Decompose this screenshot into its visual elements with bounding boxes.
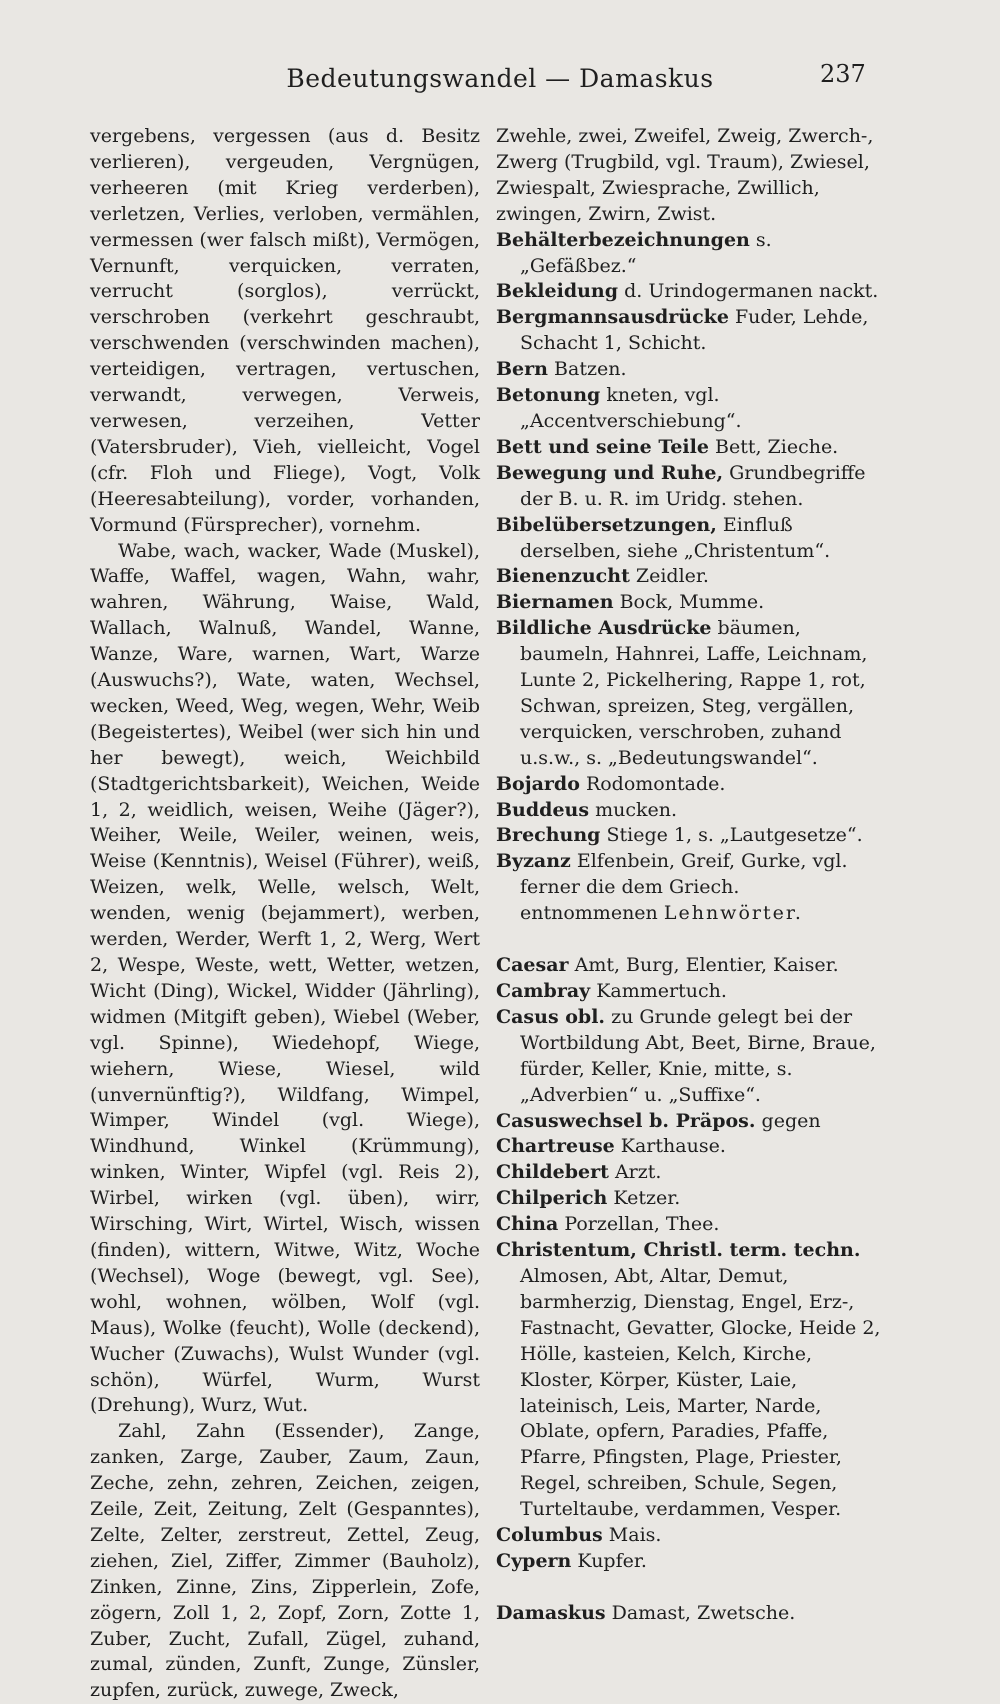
paragraph-v: vergebens, vergessen (aus d. Besitz verlieren), vergeuden, Vergnügen, verheeren (mit Krieg verderben), verletzen, Verlies, verloben, vermählen, vermessen (wer falsch mißt), Vermögen, Vernunft, verquicken, verraten, verrucht (sorglos), verrückt, verschroben (verkehrt geschraubt, verschwenden (verschwinden machen), verteidigen, vertragen, vertuschen, verwandt, verwegen, Verweis, verwesen, verzeihen, Vetter (Vatersbruder), Vieh, vielleicht, Vogel (cfr. Floh und Fliege), Vogt, Volk (Heeresabteilung), vorder, vorhanden, Vormund (Fürsprecher), vornehm. xyxy=(90,125,480,536)
index-entry xyxy=(496,953,882,979)
entry-text: Zeidler. xyxy=(635,565,709,588)
entry-head: Christentum, Christl. term. techn. xyxy=(496,1239,861,1262)
entry-head: Chilperich xyxy=(496,1187,608,1210)
index-entry xyxy=(496,823,882,849)
index-entry xyxy=(496,1005,882,1109)
entry-head: Bett und seine Teile xyxy=(496,435,709,458)
index-entry xyxy=(496,1109,882,1135)
entry-text: Karthause. xyxy=(620,1135,726,1158)
index-entry xyxy=(496,1134,882,1160)
entry-head: Bojardo xyxy=(496,772,580,795)
entry-head: China xyxy=(496,1213,559,1236)
entry-text: kneten, vgl. „Accentverschiebung“. xyxy=(520,384,742,432)
index-entry xyxy=(496,1523,882,1549)
entry-head: Casuswechsel b. Präpos. xyxy=(496,1109,756,1132)
paragraph-w: Wabe, wach, wacker, Wade (Muskel), Waffe, Waffel, wagen, Wahn, wahr, wahren, Währung, Waise, Wald, Wallach, Walnuß, Wandel, Wanne, Wanze, Ware, warnen, Wart, Warze (Auswuchs?), Wate, waten, Wechsel, wecken, Weed, Weg, wegen, Wehr, Weib (Begeistertes), Weibel (wer sich hin und her bewegt), weich, Weichbild (Stadtgerichtsbarkeit), Weichen, Weide 1, 2, weidlich, weisen, Weihe (Jäger?), Weiher, Weile, Weiler, weinen, weis, Weise (Kenntnis), Weisel (Führer), weiß, Weizen, welk, Welle, welsch, Welt, wenden, wenig (bejammert), werben, werden, Werder, Werft 1, 2, Werg, Wert 2, Wespe, Weste, wett, Wetter, wetzen, Wicht (Ding), Wickel, Widder (Jährling), widmen (Mitgift geben), Wiebel (Weber, vgl. Spinne), Wiedehopf, Wiege, wiehern, Wiese, Wiesel, wild (unvernünftig?), Wildfang, Wimpel, Wimper, Windel (vgl. Wiege), Windhund, Winkel (Krümmung), winken, Winter, Wipfel (vgl. Reis 2), Wirbel, wirken (vgl. üben), wirr, Wirsching, Wirt, Wirtel, Wisch, wissen (finden), wittern, Witwe, Witz, Woche (Wechsel), Woge (bewegt, vgl. See), wohl, wohnen, wölben, Wolf (vgl. Maus), Wolke (feucht), Wolle (deckend), Wucher (Zuwachs), Wulst Wunder (vgl. schön), Würfel, Wurm, Wurst (Drehung), Wurz, Wut. xyxy=(90,539,480,1417)
entry-head: Bekleidung xyxy=(496,280,619,303)
index-entry xyxy=(496,1160,882,1186)
entry-text: gegen xyxy=(761,1109,821,1132)
page-number: 237 xyxy=(820,60,866,88)
entry-head: Byzanz xyxy=(496,850,571,873)
entry-text: Fuder, Lehde, Schacht 1, Schicht. xyxy=(520,306,869,355)
entry-head: Bergmannsausdrücke xyxy=(496,306,729,329)
index-entry xyxy=(496,564,882,590)
index-entry xyxy=(496,590,882,616)
index-entry xyxy=(496,1186,882,1212)
index-entry xyxy=(496,798,882,824)
entry-text: bäumen, baumeln, Hahnrei, Laffe, Leichnam, Lunte 2, Pickelhering, Rappe 1, rot, Schwan, spreizen, Steg, vergällen, verquicken, verschroben, zuhand u.s.w., s. „Bedeutungswandel“. xyxy=(520,617,868,769)
entry-head: Biernamen xyxy=(496,591,614,614)
paragraph-z: Zahl, Zahn (Essender), Zange, zanken, Zarge, Zauber, Zaum, Zaun, Zeche, zehn, zehren, Zeichen, zeigen, Zeile, Zeit, Zeitung, Zelt (Gespanntes), Zelte, Zelter, zerstreut, Zettel, Zeug, ziehen, Ziel, Ziffer, Zimmer (Bauholz), Zinken, Zinne, Zins, Zipperlein, Zofe, zögern, Zoll 1, 2, Zopf, Zorn, Zotte 1, Zuber, Zucht, Zufall, Zügel, zuhand, zumal, zünden, Zunft, Zunge, Zünsler, zupfen, zurück, zuwege, Zweck, xyxy=(90,1420,480,1702)
entry-text: Einfluß derselben, siehe „Christentum“. xyxy=(520,513,831,562)
entry-head: Brechung xyxy=(496,824,601,847)
entry-text: Ketzer. xyxy=(613,1187,681,1210)
index-entry xyxy=(496,979,882,1005)
entry-head: Bern xyxy=(496,358,548,381)
entry-head: Chartreuse xyxy=(496,1135,615,1158)
entry-text: Mais. xyxy=(608,1524,662,1547)
entry-head: Behälterbezeichnungen xyxy=(496,228,750,251)
entry-text-spaced: Lehnwörter. xyxy=(663,902,803,925)
entry-text: mucken. xyxy=(595,798,678,821)
entry-text: Damast, Zwetsche. xyxy=(611,1601,796,1624)
entry-text: s. „Gefäßbez.“ xyxy=(520,228,772,277)
entry-head: Caesar xyxy=(496,954,569,977)
index-entry xyxy=(496,461,882,513)
entry-text: Bock, Mumme. xyxy=(619,591,765,614)
entry-text: Arzt. xyxy=(614,1161,662,1184)
entry-head: Betonung xyxy=(496,384,601,407)
entry-head: Cypern xyxy=(496,1549,572,1572)
index-entry xyxy=(496,772,882,798)
index-entry xyxy=(496,1212,882,1238)
entry-text: Almosen, Abt, Altar, Demut, barmherzig, Dienstag, Engel, Erz-, Fastnacht, Gevatter, Glocke, Heide 2, Hölle, kasteien, Kelch, Kirche, Kloster, Körper, Küster, Laie, lateinisch, Leis, Marter, Narde, Oblate, opfern, Paradies, Pfaffe, Pfarre, Pfingsten, Plage, Priester, Regel, schreiben, Schule, Segen, Turteltaube, verdammen, Vesper. xyxy=(520,1264,881,1521)
entry-head: Bewegung und Ruhe, xyxy=(496,461,724,484)
entry-head: Buddeus xyxy=(496,798,590,821)
entry-text: d. Urindogermanen nackt. xyxy=(624,280,879,303)
running-title: Bedeutungswandel — Damaskus xyxy=(286,64,714,93)
entry-head: Columbus xyxy=(496,1524,603,1547)
entry-head: Bildliche Ausdrücke xyxy=(496,617,712,640)
entry-head: Casus obl. xyxy=(496,1005,606,1028)
left-column xyxy=(90,124,480,1704)
entry-head: Cambray xyxy=(496,980,591,1002)
entry-text: Elfenbein, Greif, Gurke, vgl. ferner die dem Griech. entnommenen xyxy=(520,850,848,925)
entry-text: zu Grunde gelegt bei der Wortbildung Abt, Beet, Birne, Braue, fürder, Keller, Knie, mitte, s. „Adverbien“ u. „Suffixe“. xyxy=(520,1005,876,1106)
continuation-paragraph: Zwehle, zwei, Zweifel, Zweig, Zwerch-, Zwerg (Trugbild, vgl. Traum), Zwiesel, Zwiespalt, Zwiesprache, Zwillich, zwingen, Zwirn, Zwist. xyxy=(496,125,874,225)
entry-text: Rodomontade. xyxy=(585,772,726,795)
index-entry xyxy=(496,357,882,383)
index-entry xyxy=(496,279,882,305)
entry-text: Kammertuch. xyxy=(596,980,727,1002)
index-entry xyxy=(496,1549,882,1575)
index-entry xyxy=(496,616,882,771)
entry-text: Batzen. xyxy=(554,358,627,381)
right-column xyxy=(496,124,882,1627)
index-entry xyxy=(496,849,882,927)
entry-text: Grundbegriffe der B. u. R. im Uridg. stehen. xyxy=(520,461,866,510)
index-entry xyxy=(496,435,882,461)
index-entry xyxy=(496,228,882,280)
entry-head: Damaskus xyxy=(496,1601,606,1624)
index-entry xyxy=(496,1238,882,1523)
index-entry xyxy=(496,1601,882,1627)
entry-text: Porzellan, Thee. xyxy=(564,1213,720,1236)
entry-head: Bibelübersetzungen, xyxy=(496,513,717,536)
entry-head: Childebert xyxy=(496,1161,609,1184)
index-entry xyxy=(496,383,882,435)
entry-text: Stiege 1, s. „Lautgesetze“. xyxy=(606,824,863,847)
entry-head: Bienenzucht xyxy=(496,565,630,588)
entry-text: Amt, Burg, Elentier, Kaiser. xyxy=(574,954,839,977)
entry-text: Kupfer. xyxy=(577,1549,647,1572)
index-entry xyxy=(496,305,882,357)
entry-text: Bett, Zieche. xyxy=(714,435,839,458)
index-entry xyxy=(496,513,882,565)
